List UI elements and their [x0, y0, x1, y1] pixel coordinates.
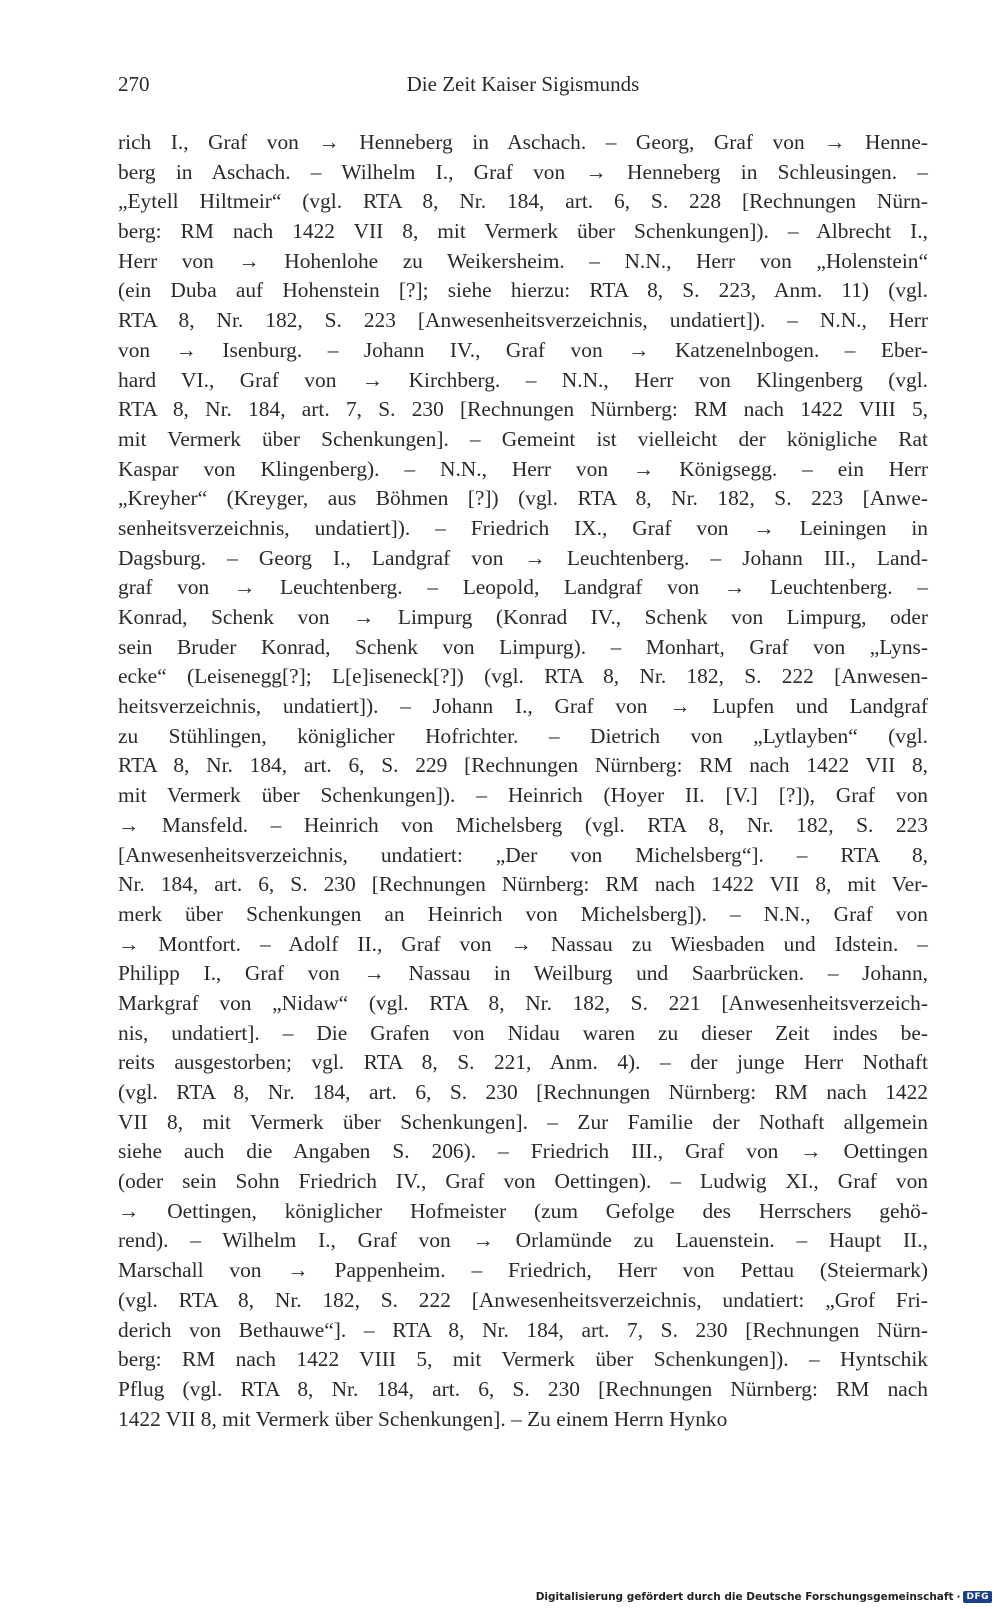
text-line: rend). – Wilhelm I., Graf von → Orlamünde zu Lauenstein. – Haupt II.,: [118, 1228, 928, 1253]
text-line: nis, undatiert]. – Die Grafen von Nidau waren zu dieser Zeit indes be-: [118, 1020, 928, 1045]
text-line: (ein Duba auf Hohenstein [?]; siehe hierzu: RTA 8, S. 223, Anm. 11) (vgl.: [118, 278, 928, 303]
text-line: reits ausgestorben; vgl. RTA 8, S. 221, Anm. 4). – der junge Herr Nothaft: [118, 1050, 928, 1075]
text-line: RTA 8, Nr. 184, art. 6, S. 229 [Rechnungen Nürnberg: RM nach 1422 VII 8,: [118, 753, 928, 778]
text-line: Dagsburg. – Georg I., Landgraf von → Leuchtenberg. – Johann III., Land-: [118, 545, 928, 570]
text-line: → Montfort. – Adolf II., Graf von → Nassau zu Wiesbaden und Idstein. –: [118, 931, 928, 956]
text-line: hard VI., Graf von → Kirchberg. – N.N., Herr von Klingenberg (vgl.: [118, 367, 928, 392]
text-line: „Eytell Hiltmeir“ (vgl. RTA 8, Nr. 184, art. 6, S. 228 [Rechnungen Nürn-: [118, 189, 928, 214]
text-line: → Mansfeld. – Heinrich von Michelsberg (vgl. RTA 8, Nr. 182, S. 223: [118, 812, 928, 837]
text-line: Marschall von → Pappenheim. – Friedrich, Herr von Pettau (Steiermark): [118, 1258, 928, 1283]
credit-text: Digitalisierung gefördert durch die Deutsche Forschungsgemeinschaft: [535, 1591, 954, 1603]
page-header: [118, 72, 928, 108]
text-line: sein Bruder Konrad, Schenk von Limpurg). – Monhart, Graf von „Lyns-: [118, 634, 928, 659]
page-number: 270: [118, 72, 150, 96]
text-line: RTA 8, Nr. 182, S. 223 [Anwesenheitsverzeichnis, undatiert]). – N.N., Herr: [118, 308, 928, 333]
dfg-logo-icon: DFG: [963, 1591, 992, 1603]
text-line: senheitsverzeichnis, undatiert]). – Friedrich IX., Graf von → Leiningen in: [118, 515, 928, 540]
digitization-credit: [536, 1591, 992, 1603]
text-line: berg in Aschach. – Wilhelm I., Graf von → Henneberg in Schleusingen. –: [118, 159, 928, 184]
text-line: Philipp I., Graf von → Nassau in Weilburg und Saarbrücken. – Johann,: [118, 961, 928, 986]
text-line: Kaspar von Klingenberg). – N.N., Herr von → Königsegg. – ein Herr: [118, 456, 928, 481]
text-line: [Anwesenheitsverzeichnis, undatiert: „Der von Michelsberg“]. – RTA 8,: [118, 842, 928, 867]
text-line: rich I., Graf von → Henneberg in Aschach. – Georg, Graf von → Henne-: [118, 130, 928, 154]
credit-separator: ·: [956, 1591, 961, 1603]
text-line: zu Stühlingen, königlicher Hofrichter. – Dietrich von „Lytlayben“ (vgl.: [118, 723, 928, 748]
text-line: ecke“ (Leisenegg[?]; L[e]iseneck[?]) (vgl. RTA 8, Nr. 182, S. 222 [Anwesen-: [118, 664, 928, 689]
text-line: RTA 8, Nr. 184, art. 7, S. 230 [Rechnungen Nürnberg: RM nach 1422 VIII 5,: [118, 397, 928, 422]
body-text: [118, 128, 928, 1434]
running-title: Die Zeit Kaiser Sigismunds: [406, 72, 640, 96]
text-line: (oder sein Sohn Friedrich IV., Graf von Oettingen). – Ludwig XI., Graf von: [118, 1169, 928, 1194]
text-line: derich von Bethauwe“]. – RTA 8, Nr. 184, art. 7, S. 230 [Rechnungen Nürn-: [118, 1317, 928, 1342]
text-line: graf von → Leuchtenberg. – Leopold, Landgraf von → Leuchtenberg. –: [118, 575, 928, 600]
text-line: merk über Schenkungen an Heinrich von Michelsberg]). – N.N., Graf von: [118, 901, 928, 926]
text-line: mit Vermerk über Schenkungen]. – Gemeint ist vielleicht der königliche Rat: [118, 426, 928, 451]
text-line: (vgl. RTA 8, Nr. 184, art. 6, S. 230 [Rechnungen Nürnberg: RM nach 1422: [118, 1080, 928, 1104]
text-line: heitsverzeichnis, undatiert]). – Johann I., Graf von → Lupfen und Landgraf: [118, 694, 928, 719]
text-line: → Oettingen, königlicher Hofmeister (zum Gefolge des Herrschers gehö-: [118, 1198, 928, 1223]
text-line: Markgraf von „Nidaw“ (vgl. RTA 8, Nr. 182, S. 221 [Anwesenheitsverzeich-: [118, 990, 928, 1015]
text-line: von → Isenburg. – Johann IV., Graf von → Katzenelnbogen. – Eber-: [118, 337, 928, 362]
text-line: Herr von → Hohenlohe zu Weikersheim. – N.N., Herr von „Holenstein“: [118, 248, 928, 273]
text-line: VII 8, mit Vermerk über Schenkungen]. – Zur Familie der Nothaft allgemein: [118, 1109, 928, 1134]
text-line: berg: RM nach 1422 VII 8, mit Vermerk über Schenkungen]). – Albrecht I.,: [118, 219, 928, 244]
text-line: siehe auch die Angaben S. 206). – Friedrich III., Graf von → Oettingen: [118, 1139, 928, 1164]
text-line: „Kreyher“ (Kreyger, aus Böhmen [?]) (vgl. RTA 8, Nr. 182, S. 223 [Anwe-: [118, 486, 928, 511]
text-line: (vgl. RTA 8, Nr. 182, S. 222 [Anwesenheitsverzeichnis, undatiert: „Grof Fri-: [118, 1287, 928, 1312]
text-line: Konrad, Schenk von → Limpurg (Konrad IV., Schenk von Limpurg, oder: [118, 605, 928, 629]
text-line: Pflug (vgl. RTA 8, Nr. 184, art. 6, S. 230 [Rechnungen Nürnberg: RM nach: [118, 1376, 928, 1401]
text-line: berg: RM nach 1422 VIII 5, mit Vermerk über Schenkungen]). – Hyntschik: [118, 1347, 928, 1372]
text-line: mit Vermerk über Schenkungen]). – Heinrich (Hoyer II. [V.] [?]), Graf von: [118, 783, 928, 808]
text-line: 1422 VII 8, mit Vermerk über Schenkungen]. – Zu einem Herrn Hynko: [118, 1406, 728, 1431]
text-line: Nr. 184, art. 6, S. 230 [Rechnungen Nürnberg: RM nach 1422 VII 8, mit Ver-: [118, 872, 928, 897]
